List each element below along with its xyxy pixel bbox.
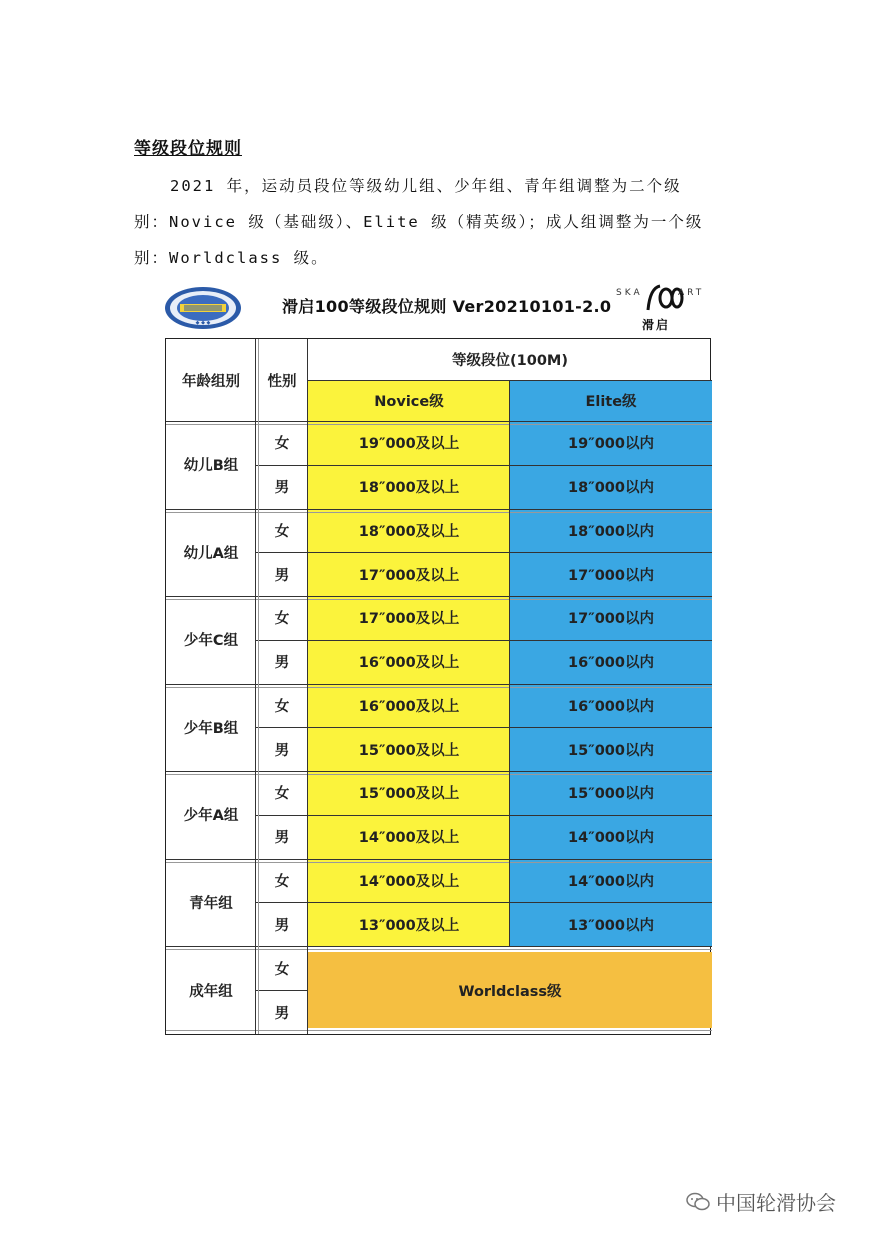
watermark-text: 中国轮滑协会 xyxy=(716,1191,836,1215)
group-name: 少年A组 xyxy=(183,808,239,825)
group-name: 少年B组 xyxy=(183,720,239,737)
elite-time-cell: 15″000以内 xyxy=(510,727,712,771)
elite-time-cell: 15″000以内 xyxy=(510,771,712,815)
novice-time-cell: 19″000及以上 xyxy=(308,421,510,465)
elite-time-cell: 18″000以内 xyxy=(510,509,712,553)
row-divider xyxy=(256,640,712,641)
novice-time-cell: 15″000及以上 xyxy=(308,771,510,815)
group-divider-inner xyxy=(166,599,712,600)
group-divider xyxy=(166,684,712,685)
elite-time-cell: 16″000以内 xyxy=(510,640,712,684)
svg-text:◆ ◆ ◆: ◆ ◆ ◆ xyxy=(195,320,211,326)
gender-cell: 女 xyxy=(274,786,290,803)
section-heading: 等级段位规则 xyxy=(134,139,242,159)
logo-brand-left: SKA xyxy=(616,288,643,298)
gender-cell: 男 xyxy=(274,567,290,584)
row-divider xyxy=(256,727,712,728)
col-divider xyxy=(307,339,308,1034)
header-gender: 性别 xyxy=(267,373,297,390)
gender-cell: 女 xyxy=(274,698,290,715)
novice-time-cell: 14″000及以上 xyxy=(308,815,510,859)
novice-time-cell: 15″000及以上 xyxy=(308,727,510,771)
novice-time-cell: 13″000及以上 xyxy=(308,902,510,946)
gender-cell: 女 xyxy=(274,873,290,890)
skaart-logo xyxy=(616,282,714,336)
gender-cell: 男 xyxy=(274,655,290,672)
group-divider-inner xyxy=(166,949,712,950)
swirl-100-icon xyxy=(644,282,684,314)
group-name: 幼儿B组 xyxy=(183,458,239,475)
novice-time-cell: 14″000及以上 xyxy=(308,859,510,903)
group-divider-inner xyxy=(166,687,712,688)
elite-time-cell: 17″000以内 xyxy=(510,596,712,640)
header-age-group: 年龄组别 xyxy=(182,373,240,390)
gender-cell: 女 xyxy=(274,523,290,540)
logo-sub: 滑启 xyxy=(642,318,671,332)
header-elite: Elite级 xyxy=(510,380,712,421)
group-name: 幼儿A组 xyxy=(183,545,239,562)
worldclass-cell: Worldclass级 xyxy=(308,952,712,1028)
association-logo-icon xyxy=(164,286,242,330)
group-name: 青年组 xyxy=(189,895,233,912)
elite-time-cell: 14″000以内 xyxy=(510,815,712,859)
elite-time-cell: 19″000以内 xyxy=(510,421,712,465)
paragraph-line-2: 别：Novice 级（基础级）、Elite 级（精英级）；成人组调整为一个级 xyxy=(134,213,704,231)
logo-brand-right: ART xyxy=(678,288,705,298)
paragraph-line-3: 别：Worldclass 级。 xyxy=(134,249,329,267)
group-name-adult: 成年组 xyxy=(189,983,233,1000)
intro-paragraph xyxy=(134,168,754,276)
row-divider xyxy=(256,902,712,903)
elite-time-cell: 13″000以内 xyxy=(510,902,712,946)
elite-time-cell: 16″000以内 xyxy=(510,684,712,728)
col-divider xyxy=(509,380,510,946)
col-divider-inner xyxy=(258,339,259,1034)
gender-cell: 男 xyxy=(274,480,290,497)
gender-cell: 女 xyxy=(274,961,290,978)
group-divider-inner xyxy=(166,862,712,863)
group-divider-inner xyxy=(166,424,712,425)
row-divider xyxy=(256,552,712,553)
gender-cell: 男 xyxy=(274,742,290,759)
elite-time-cell: 14″000以内 xyxy=(510,859,712,903)
novice-time-cell: 16″000及以上 xyxy=(308,640,510,684)
group-divider xyxy=(166,771,712,772)
watermark xyxy=(686,1187,836,1216)
novice-time-cell: 18″000及以上 xyxy=(308,509,510,553)
group-divider xyxy=(166,859,712,860)
header-novice: Novice级 xyxy=(308,380,510,421)
wechat-icon xyxy=(686,1192,710,1212)
gender-cell: 男 xyxy=(274,830,290,847)
chart-title: 滑启100等级段位规则 Ver20210101-2.0 xyxy=(282,297,612,316)
elite-time-cell: 18″000以内 xyxy=(510,465,712,509)
bottom-inner-line xyxy=(166,1030,712,1031)
gender-cell: 女 xyxy=(274,611,290,628)
group-divider-inner xyxy=(166,512,712,513)
group-divider-inner xyxy=(166,774,712,775)
group-divider xyxy=(166,421,712,422)
row-divider xyxy=(256,990,308,991)
col-divider xyxy=(255,339,256,1034)
header-divider xyxy=(308,380,712,381)
header-level: 等级段位(100M) xyxy=(452,353,568,369)
row-divider xyxy=(256,815,712,816)
group-divider xyxy=(166,509,712,510)
novice-time-cell: 18″000及以上 xyxy=(308,465,510,509)
group-name: 少年C组 xyxy=(183,633,239,650)
gender-cell: 女 xyxy=(274,436,290,453)
novice-time-cell: 17″000及以上 xyxy=(308,552,510,596)
novice-time-cell: 16″000及以上 xyxy=(308,684,510,728)
level-table xyxy=(165,338,711,1035)
gender-cell: 男 xyxy=(274,917,290,934)
paragraph-line-1: 2021 年，运动员段位等级幼儿组、少年组、青年组调整为二个级 xyxy=(170,177,682,195)
novice-time-cell: 17″000及以上 xyxy=(308,596,510,640)
group-divider xyxy=(166,596,712,597)
chart-header xyxy=(164,280,712,340)
elite-time-cell: 17″000以内 xyxy=(510,552,712,596)
gender-cell: 男 xyxy=(274,1005,290,1022)
row-divider xyxy=(256,465,712,466)
group-divider xyxy=(166,946,712,947)
